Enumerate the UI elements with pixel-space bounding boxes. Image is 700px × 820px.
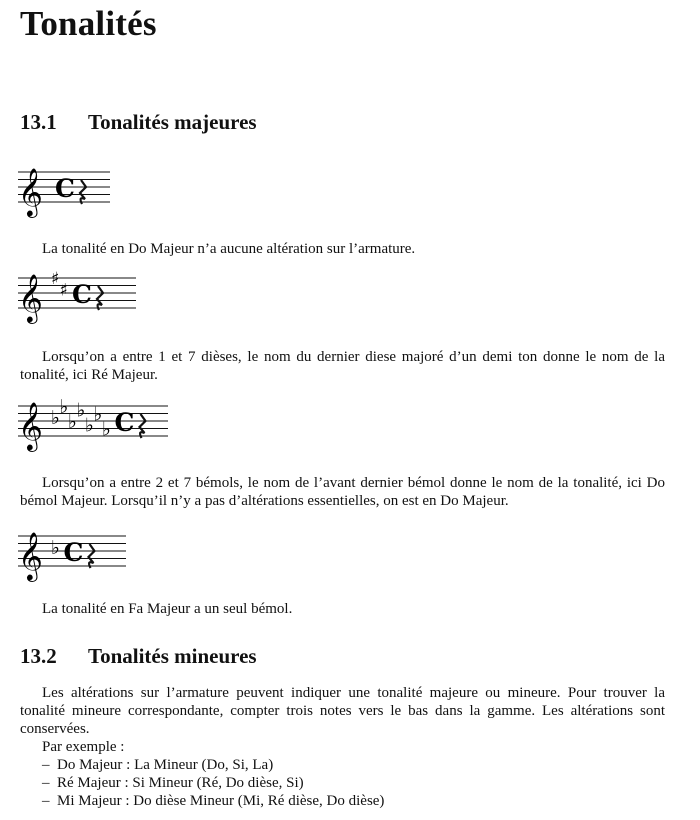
flat-icon: ♭	[102, 418, 111, 441]
minor-paragraph: Les altérations sur l’armature peuvent indiquer une tonalité majeure ou mineure. Pour trouver la tonalité mineure correspondante, compter trois notes vers le bas dans la gamme. Les altérations sont conservées.	[20, 685, 665, 737]
list-item: – Ré Majeur : Si Mineur (Ré, Do dièse, Si)	[42, 774, 642, 792]
time-signature: C	[72, 280, 92, 309]
quarter-rest-icon	[140, 414, 146, 438]
key-signature	[51, 537, 60, 559]
section-heading-major	[20, 110, 257, 135]
key-signature	[51, 269, 68, 300]
treble-clef-icon: 𝄞	[18, 273, 43, 322]
flat-icon: ♭	[68, 410, 77, 433]
flat-icon: ♭	[59, 395, 69, 418]
caption-d-major: Lorsqu’on a entre 1 et 7 dièses, le nom du dernier diese majoré d’un demi ton donne le nom de la tonalité, ici Ré Majeur.	[20, 349, 665, 383]
quarter-rest-icon	[89, 544, 95, 568]
caption-f-major: La tonalité en Fa Majeur a un seul bémol.	[42, 601, 293, 617]
flat-icon: ♭	[51, 407, 60, 429]
time-signature: C	[63, 538, 84, 567]
quarter-rest-icon	[80, 180, 86, 204]
staff-d-major	[18, 264, 158, 336]
section-number: 13.2	[20, 644, 57, 668]
sharp-icon: ♯	[51, 269, 60, 289]
section-title: Tonalités mineures	[88, 644, 257, 668]
staff-c-flat-major	[18, 392, 188, 464]
caption-c-major: La tonalité en Do Majeur n’a aucune altération sur l’armature.	[42, 241, 416, 257]
quarter-rest-icon	[97, 286, 103, 310]
flat-icon: ♭	[85, 414, 94, 437]
section-number: 13.1	[20, 110, 57, 134]
caption-c-flat-major: Lorsqu’on a entre 2 et 7 bémols, le nom de l’avant dernier bémol donne le nom de la tonalité, ici Do bémol Majeur. Lorsqu’il n’y a pas d’altérations essentielles, on est en Do Majeur.	[20, 475, 665, 509]
flat-icon: ♭	[76, 399, 86, 422]
time-signature: C	[55, 174, 75, 203]
sharp-icon: ♯	[59, 280, 68, 301]
staff-c-major	[18, 158, 138, 230]
treble-clef-icon: 𝄞	[18, 167, 43, 216]
treble-clef-icon: 𝄞	[18, 531, 43, 580]
chapter-title: Tonalités	[20, 4, 157, 43]
minor-examples-list	[42, 756, 642, 810]
treble-clef-icon: 𝄞	[18, 401, 43, 450]
flat-icon: ♭	[93, 403, 103, 426]
flat-icon: ♭	[51, 537, 60, 559]
examples-intro: Par exemple :	[42, 739, 125, 755]
key-signature	[51, 396, 111, 441]
section-title: Tonalités majeures	[88, 110, 257, 134]
staff-f-major	[18, 522, 148, 594]
time-signature: C	[114, 408, 135, 437]
list-item: – Do Majeur : La Mineur (Do, Si, La)	[42, 756, 642, 774]
list-item: – Mi Majeur : Do dièse Mineur (Mi, Ré dièse, Do dièse)	[42, 792, 642, 810]
section-heading-minor	[20, 644, 257, 669]
